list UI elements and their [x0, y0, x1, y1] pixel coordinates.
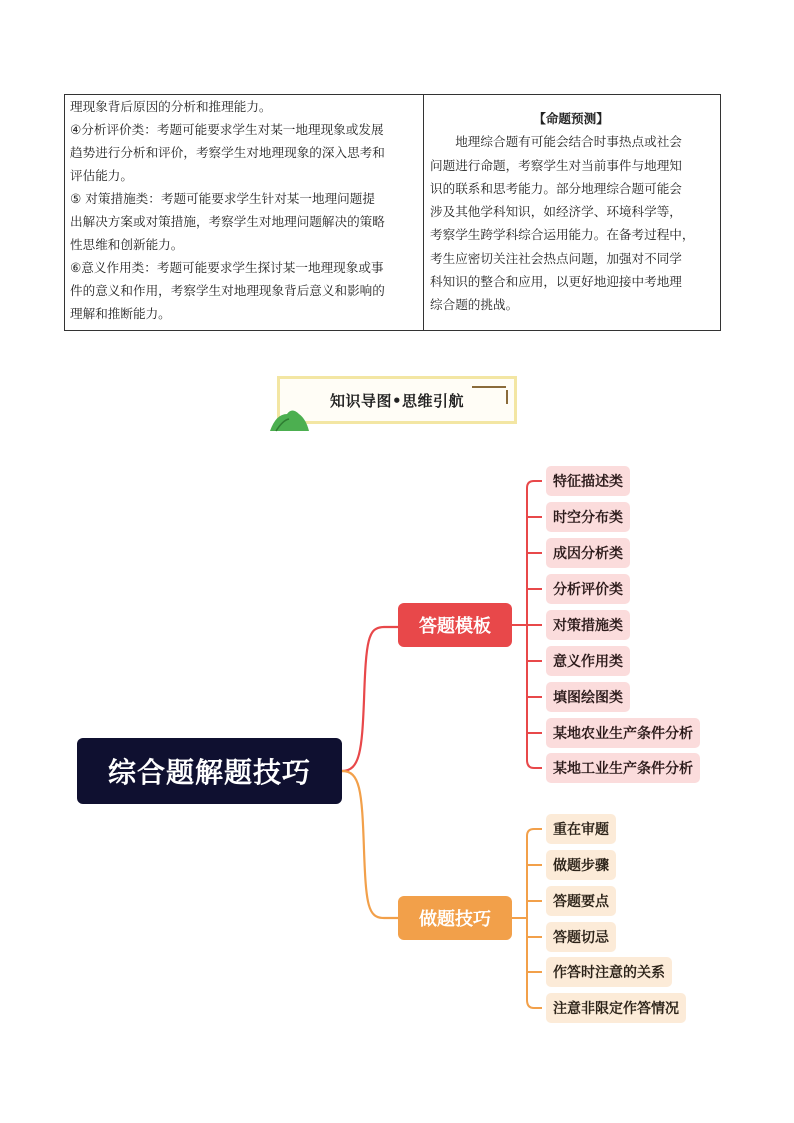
leaf-node: 作答时注意的关系 [546, 957, 672, 987]
prediction-title: 【命题预测】 [533, 111, 609, 126]
leaf-node: 重在审题 [546, 814, 616, 844]
text-line: 考生应密切关注社会热点问题，加强对不同学 [430, 250, 682, 266]
text-line: 理解和推断能力。 [70, 306, 171, 321]
text-line: 地理综合题有可能会结合时事热点或社会 [455, 134, 682, 150]
leaf-node: 分析评价类 [546, 574, 630, 604]
branch-solving-skills: 做题技巧 [398, 896, 512, 940]
text-line: ⑤ 对策措施类：考题可能要求学生针对某一地理问题提 [70, 191, 375, 206]
leaf-node: 时空分布类 [546, 502, 630, 532]
leaf-node: 成因分析类 [546, 538, 630, 568]
leaf-node: 答题要点 [546, 886, 616, 916]
text-line: 综合题的挑战。 [430, 297, 519, 313]
leaf-node: 特征描述类 [546, 466, 630, 496]
leaf-node: 某地工业生产条件分析 [546, 753, 700, 783]
text-line: ④分析评价类：考题可能要求学生对某一地理现象或发展 [70, 122, 384, 137]
text-line: 出解决方案或对策措施，考察学生对地理问题解决的策略 [70, 214, 385, 229]
banner-title: 知识导图•思维引航 [329, 391, 465, 410]
text-line: 考察学生跨学科综合运用能力。在备考过程中， [430, 227, 695, 243]
leaf-node: 做题步骤 [546, 850, 616, 880]
text-line: 性思维和创新能力。 [70, 237, 184, 252]
leaf-node: 注意非限定作答情况 [546, 993, 686, 1023]
leaf-node: 填图绘图类 [546, 682, 630, 712]
text-line: 识的联系和思考能力。部分地理综合题可能会 [430, 180, 682, 196]
hill-icon [270, 411, 309, 432]
text-line: 涉及其他学科知识，如经济学、环境科学等， [430, 204, 682, 220]
text-line: 问题进行命题，考察学生对当前事件与地理知 [430, 157, 682, 173]
text-line: 评估能力。 [70, 168, 133, 183]
text-line: 趋势进行分析和评价，考察学生对地理现象的深入思考和 [70, 145, 385, 160]
text-line: 理现象背后原因的分析和推理能力。 [70, 99, 272, 114]
leaf-node: 对策措施类 [546, 610, 630, 640]
text-line: 科知识的整合和应用，以更好地迎接中考地理 [430, 274, 682, 290]
leaf-node: 答题切忌 [546, 922, 616, 952]
text-line: 件的意义和作用，考察学生对地理现象背后意义和影响的 [70, 283, 385, 298]
leaf-node: 意义作用类 [546, 646, 630, 676]
mindmap-root: 综合题解题技巧 [77, 738, 342, 804]
text-line: ⑥意义作用类：考题可能要求学生探讨某一地理现象或事 [70, 260, 384, 275]
leaf-node: 某地农业生产条件分析 [546, 718, 700, 748]
branch-answer-templates: 答题模板 [398, 603, 512, 647]
